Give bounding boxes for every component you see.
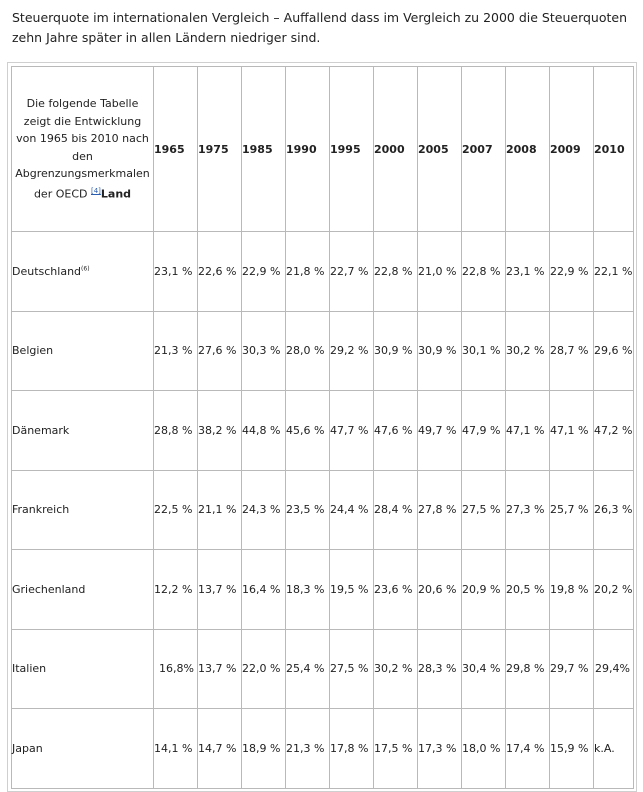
value-cell: 22,9 % — [550, 232, 594, 312]
value-cell: 16,8% — [154, 629, 198, 709]
value-cell: 23,1 % — [154, 232, 198, 312]
value-cell: 21,8 % — [286, 232, 330, 312]
value-cell: 47,9 % — [462, 391, 506, 471]
country-footnote: (6) — [81, 265, 90, 273]
table-container — [7, 62, 637, 792]
value-cell: 22,8 % — [462, 232, 506, 312]
value-cell: 47,2 % — [594, 391, 634, 471]
country-name: Griechenland — [12, 582, 86, 596]
country-cell — [12, 629, 154, 709]
value-cell: 28,7 % — [550, 311, 594, 391]
country-name: Japan — [12, 741, 43, 755]
value-cell: 13,7 % — [198, 550, 242, 630]
value-cell: 17,4 % — [506, 709, 550, 789]
value-cell: 28,3 % — [418, 629, 462, 709]
value-cell: 23,6 % — [374, 550, 418, 630]
value-cell: 29,8 % — [506, 629, 550, 709]
value-cell: 23,5 % — [286, 470, 330, 550]
country-cell — [12, 232, 154, 312]
value-cell: 27,3 % — [506, 470, 550, 550]
table-row — [12, 550, 634, 630]
year-header: 1965 — [154, 67, 198, 232]
value-cell: 22,1 % — [594, 232, 634, 312]
year-header: 1990 — [286, 67, 330, 232]
country-cell — [12, 470, 154, 550]
value-cell: 18,9 % — [242, 709, 286, 789]
value-cell: 47,1 % — [506, 391, 550, 471]
value-cell: 15,9 % — [550, 709, 594, 789]
country-name: Dänemark — [12, 423, 70, 437]
year-header: 2005 — [418, 67, 462, 232]
country-name: Belgien — [12, 344, 54, 358]
value-cell: 30,4 % — [462, 629, 506, 709]
value-cell: 49,7 % — [418, 391, 462, 471]
value-cell: 14,1 % — [154, 709, 198, 789]
value-cell: 27,5 % — [330, 629, 374, 709]
value-cell: 16,4 % — [242, 550, 286, 630]
value-cell: 17,3 % — [418, 709, 462, 789]
country-cell — [12, 550, 154, 630]
country-cell — [12, 311, 154, 391]
country-cell — [12, 709, 154, 789]
value-cell: 30,9 % — [374, 311, 418, 391]
value-cell: 14,7 % — [198, 709, 242, 789]
value-cell: 21,3 % — [154, 311, 198, 391]
value-cell: 23,1 % — [506, 232, 550, 312]
value-cell: 29,2 % — [330, 311, 374, 391]
value-cell: 28,8 % — [154, 391, 198, 471]
value-cell: 30,2 % — [506, 311, 550, 391]
country-name: Frankreich — [12, 503, 70, 517]
country-cell — [12, 391, 154, 471]
value-cell: 12,2 % — [154, 550, 198, 630]
value-cell: 20,9 % — [462, 550, 506, 630]
value-cell: 25,4 % — [286, 629, 330, 709]
value-cell: 38,2 % — [198, 391, 242, 471]
value-cell: 30,1 % — [462, 311, 506, 391]
value-cell: 22,7 % — [330, 232, 374, 312]
value-cell: 20,2 % — [594, 550, 634, 630]
table-row — [12, 232, 634, 312]
value-cell: 27,6 % — [198, 311, 242, 391]
value-cell: k.A. — [594, 709, 634, 789]
value-cell: 47,7 % — [330, 391, 374, 471]
country-column-header: Land — [100, 187, 132, 201]
value-cell: 47,6 % — [374, 391, 418, 471]
value-cell: 17,5 % — [374, 709, 418, 789]
corner-header-cell — [12, 67, 154, 232]
value-cell: 21,3 % — [286, 709, 330, 789]
table-caption: Steuerquote im internationalen Vergleich – Auffallend dass im Vergleich zu 2000 die Steuerquoten zehn Jahre später in allen Ländern niedriger sind. — [12, 10, 628, 45]
value-cell: 27,8 % — [418, 470, 462, 550]
value-cell: 22,6 % — [198, 232, 242, 312]
value-cell: 28,4 % — [374, 470, 418, 550]
header-row — [12, 67, 634, 232]
table-row — [12, 391, 634, 471]
value-cell: 20,6 % — [418, 550, 462, 630]
table-row — [12, 311, 634, 391]
year-header: 2000 — [374, 67, 418, 232]
year-header: 2009 — [550, 67, 594, 232]
value-cell: 24,4 % — [330, 470, 374, 550]
value-cell: 22,9 % — [242, 232, 286, 312]
value-cell: 21,1 % — [198, 470, 242, 550]
year-header: 2010 — [594, 67, 634, 232]
value-cell: 19,8 % — [550, 550, 594, 630]
table-row — [12, 470, 634, 550]
value-cell: 45,6 % — [286, 391, 330, 471]
value-cell: 29,7 % — [550, 629, 594, 709]
value-cell: 13,7 % — [198, 629, 242, 709]
value-cell: 30,9 % — [418, 311, 462, 391]
value-cell: 30,2 % — [374, 629, 418, 709]
year-header: 1995 — [330, 67, 374, 232]
value-cell: 18,0 % — [462, 709, 506, 789]
table-row — [12, 629, 634, 709]
value-cell: 17,8 % — [330, 709, 374, 789]
value-cell: 25,7 % — [550, 470, 594, 550]
value-cell: 28,0 % — [286, 311, 330, 391]
value-cell: 19,5 % — [330, 550, 374, 630]
year-header: 1975 — [198, 67, 242, 232]
value-cell: 47,1 % — [550, 391, 594, 471]
value-cell: 21,0 % — [418, 232, 462, 312]
value-cell: 44,8 % — [242, 391, 286, 471]
corner-description: Die folgende Tabelle zeigt die Entwicklung von 1965 bis 2010 nach den Abgrenzungsmerkmalen der OECD — [15, 97, 150, 201]
value-cell: 26,3 % — [594, 470, 634, 550]
tax-ratio-table — [11, 66, 634, 789]
year-header: 2008 — [506, 67, 550, 232]
footnote-link[interactable]: [4] — [90, 186, 101, 195]
table-row — [12, 709, 634, 789]
value-cell: 22,0 % — [242, 629, 286, 709]
value-cell: 18,3 % — [286, 550, 330, 630]
value-cell: 29,4% — [594, 629, 634, 709]
country-name: Deutschland — [12, 264, 82, 278]
value-cell: 20,5 % — [506, 550, 550, 630]
year-header: 1985 — [242, 67, 286, 232]
value-cell: 24,3 % — [242, 470, 286, 550]
value-cell: 30,3 % — [242, 311, 286, 391]
value-cell: 27,5 % — [462, 470, 506, 550]
country-name: Italien — [12, 662, 47, 676]
value-cell: 22,8 % — [374, 232, 418, 312]
value-cell: 22,5 % — [154, 470, 198, 550]
year-header: 2007 — [462, 67, 506, 232]
value-cell: 29,6 % — [594, 311, 634, 391]
